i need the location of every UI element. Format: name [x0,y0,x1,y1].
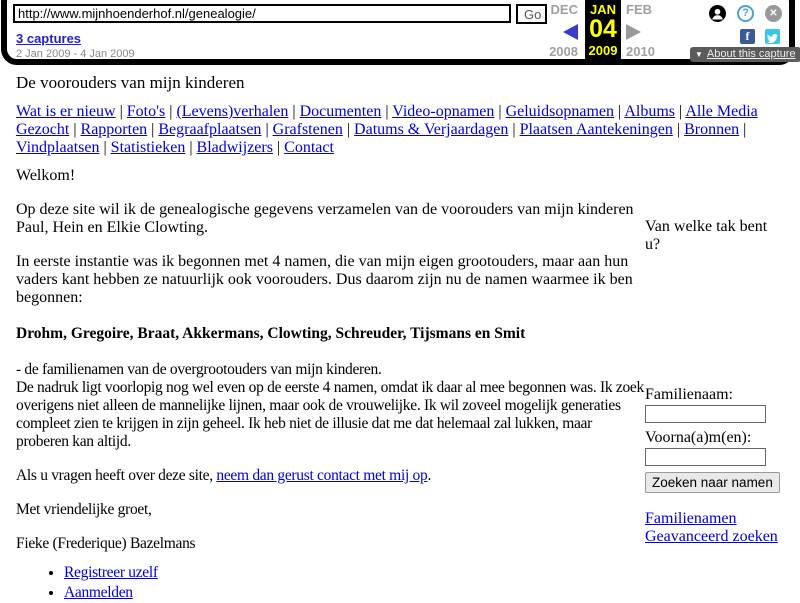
firstname-input[interactable] [645,448,766,466]
nav-link[interactable]: Foto's [126,103,166,120]
sidebar-link[interactable]: Familienamen [645,510,737,527]
previous-capture-arrow-icon[interactable] [563,24,578,40]
list-item [64,583,158,603]
site-nav [16,103,774,157]
nav-item: Rapporten | [80,121,155,138]
account-icon[interactable] [709,5,726,22]
nav-link[interactable]: Contact [284,139,334,156]
nav-item: Begraafplaatsen | [158,121,269,138]
nav-link[interactable]: Video-opnamen [392,103,495,120]
account-link[interactable]: Registreer uzelf [64,564,158,581]
account-links [16,563,158,603]
sidebar-link[interactable]: Geavanceerd zoeken [645,528,778,545]
nav-link[interactable]: Vindplaatsen [16,139,100,156]
nav-item: Wat is er nieuw | [16,103,123,120]
surnames-heading: Drohm, Gregoire, Braat, Akkermans, Clowting, Schreuder, Tijsmans en Smit [16,325,526,342]
go-button[interactable]: Go [516,4,547,24]
close-toolbar-icon[interactable]: ✕ [765,5,782,22]
nav-link[interactable]: (Levens)verhalen [176,103,289,120]
nav-item: Geluidsopnamen | [505,103,622,120]
nav-item: Bladwijzers | [196,139,281,156]
next-capture-arrow-icon[interactable] [626,24,641,40]
nav-item: Foto's | [126,103,173,120]
nav-item: Statistieken | [110,139,193,156]
nav-item: Documenten | [299,103,389,120]
branch-question: Van welke tak bent u? [645,218,768,253]
surnames-explanation: - de familienamen van de overgrootouders van mijn kinderen. De nadruk ligt voorlopig nog wel even op de eerste 4 namen, omdat ik daar al mee begonnen was. Ik zoek overigens niet alleen de mannelijke lijnen, maar ook de vrouwelijke. Ik wil zoveel mogelijk generaties compleet zien te krijgen in zijn geheel. Ik heb niet de illusie dat me dat helemaal zal lukken, maar proberen kan altijd. [16,361,644,450]
next-month-label[interactable]: FEB [626,2,652,17]
chevron-down-icon: ▼ [695,50,703,59]
surname-input[interactable] [645,405,766,423]
search-names-button[interactable]: Zoeken naar namen [645,472,780,493]
nav-link[interactable]: Alle Media Gezocht [16,103,758,138]
sidebar-link-item [645,510,737,527]
page-title: De voorouders van mijn kinderen [16,73,245,92]
nav-item: Vindplaatsen | [16,139,107,156]
intro-paragraph-1: Op deze site wil ik de genealogische gegevens verzamelen van de voorouders van mijn kinderen Paul, Hein en Elkie Clowting. [16,201,634,236]
nav-link[interactable]: Geluidsopnamen [505,103,614,120]
intro-paragraph-2: In eerste instantie was ik begonnen met 4 namen, die van mijn eigen grootouders, maar aan hun vaders kant hebben ze natuurlijk ook voorouders. Dus daarom zijn nu de namen waarmee ik ben begonnen: [16,253,633,306]
surname-label: Familienaam: [645,386,733,403]
nav-link[interactable]: Rapporten [80,121,148,138]
help-icon[interactable]: ? [737,5,754,22]
nav-link[interactable]: Wat is er nieuw [16,103,116,120]
current-month-label: JAN [589,2,616,17]
next-year-label: 2010 [626,44,655,59]
nav-item: Alle Media Gezocht | [16,103,758,138]
nav-link[interactable]: Plaatsen Aantekeningen [519,121,673,138]
captures-link[interactable]: 3 captures [16,31,82,46]
nav-link[interactable]: Statistieken [110,139,186,156]
nav-item: Albums | [624,103,683,120]
nav-link[interactable]: Albums [624,103,675,120]
contact-paragraph: Als u vragen heeft over deze site, neem dan gerust contact met mij op. [16,467,432,484]
nav-item: (Levens)verhalen | [176,103,296,120]
nav-link[interactable]: Grafstenen [272,121,343,138]
prev-month-label[interactable]: DEC [550,2,578,17]
nav-link[interactable]: Datums & Verjaardagen [354,121,509,138]
nav-item: Video-opnamen | [392,103,502,120]
nav-item: Plaatsen Aantekeningen | [519,121,681,138]
facebook-share-icon[interactable]: f [740,29,755,44]
current-capture-date [585,0,621,59]
nav-item: Datums & Verjaardagen | [354,121,516,138]
list-item [64,563,158,583]
welcome-text: Welkom! [16,167,76,184]
prev-year-label: 2008 [549,44,578,59]
sidebar-links [645,510,785,546]
about-this-capture[interactable]: ▼ About this capture [690,47,800,62]
capture-date-range: 2 Jan 2009 - 4 Jan 2009 [16,48,135,60]
nav-link[interactable]: Bronnen [684,121,740,138]
nav-item: Grafstenen | [272,121,351,138]
firstname-label: Voorna(a)m(en): [645,429,752,446]
current-day-label: 04 [589,15,617,43]
contact-link[interactable]: neem dan gerust contact met mij op [216,467,428,484]
archive-url-input[interactable] [13,4,511,23]
nav-item [284,139,334,156]
twitter-share-icon[interactable] [765,29,780,44]
current-year-label: 2009 [588,43,618,58]
signature-text: Fieke (Frederique) Bazelmans [16,535,196,552]
nav-link[interactable]: Documenten [299,103,382,120]
nav-item: Bronnen | [684,121,747,138]
nav-link[interactable]: Bladwijzers [196,139,273,156]
sidebar-link-item [645,528,778,545]
account-link[interactable]: Aanmelden [64,584,133,601]
nav-link[interactable]: Begraafplaatsen [158,121,262,138]
regards-text: Met vriendelijke groet, [16,501,152,518]
